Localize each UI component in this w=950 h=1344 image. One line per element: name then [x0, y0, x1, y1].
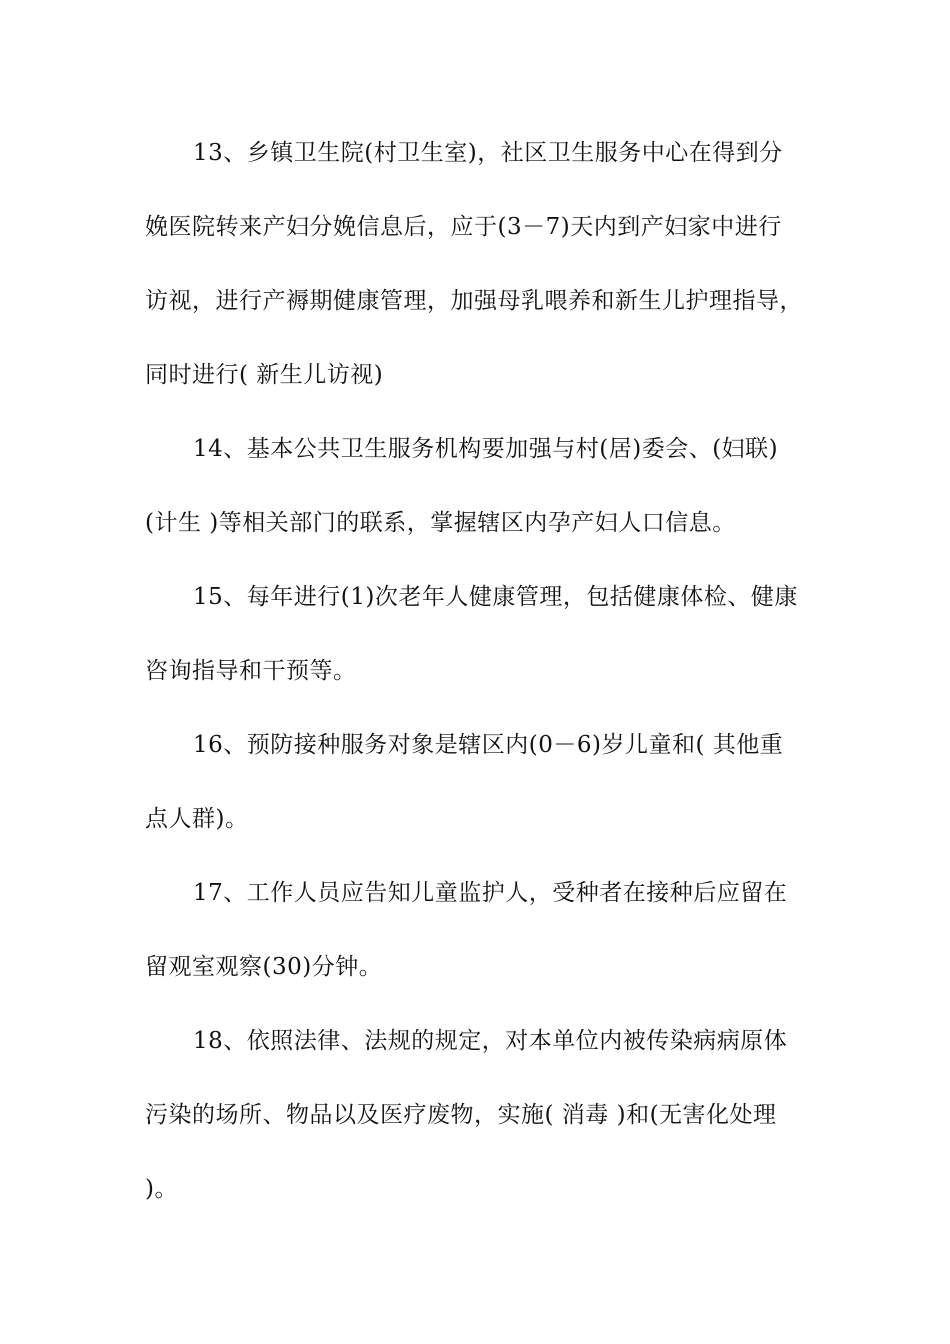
text-line: 14、基本公共卫生服务机构要加强与村(居)委会、(妇联) — [193, 436, 779, 462]
text-line: 15、每年进行(1)次老年人健康管理，包括健康体检、健康 — [193, 584, 798, 610]
text-line: 访视，进行产褥期健康管理，加强母乳喂养和新生儿护理指导， — [145, 288, 803, 314]
text-line: 13、乡镇卫生院(村卫生室)，社区卫生服务中心在得到分 — [193, 140, 783, 166]
document-body — [145, 124, 810, 1234]
text-line: 点人群)。 — [145, 806, 249, 832]
text-line: 留观室观察(30)分钟。 — [145, 954, 383, 980]
text-line: 同时进行( 新生儿访视) — [145, 362, 384, 388]
text-line: 污染的场所、物品以及医疗废物，实施( 消毒 )和(无害化处理 — [145, 1102, 777, 1128]
text-line: 咨询指导和干预等。 — [145, 658, 357, 684]
text-line: 娩医院转来产妇分娩信息后，应于(3－7)天内到产妇家中进行 — [145, 214, 782, 240]
text-line: 18、依照法律、法规的规定，对本单位内被传染病病原体 — [193, 1028, 788, 1054]
text-line: 17、工作人员应告知儿童监护人，受种者在接种后应留在 — [193, 880, 788, 906]
text-line: (计生 )等相关部门的联系，掌握辖区内孕产妇人口信息。 — [145, 510, 736, 536]
text-line: )。 — [145, 1176, 178, 1202]
text-line: 16、预防接种服务对象是辖区内(0－6)岁儿童和( 其他重 — [193, 732, 784, 758]
